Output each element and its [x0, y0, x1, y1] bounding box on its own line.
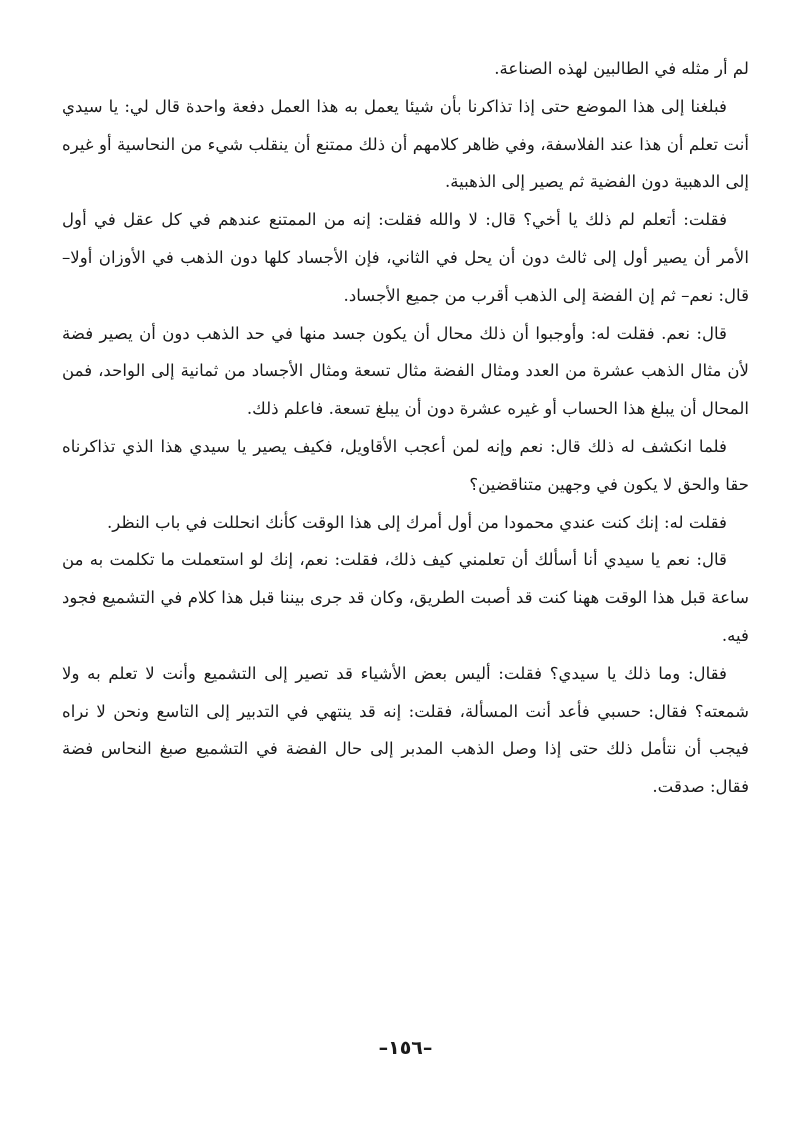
paragraph-7: قال: نعم يا سيدي أنا أسألك أن تعلمني كيف ذلك، فقلت: نعم، إنك لو استعملت ما تكلمت به من ساعة قبل هذا الوقت ههنا كنت قد أصبت الطريق، وكان قد جرى بيننا قبل هذا كلام في التشميع فجود فيه. — [62, 550, 749, 645]
page-number: –١٥٦– — [378, 1037, 433, 1059]
paragraph-5: فلما انكشف له ذلك قال: نعم وإنه لمن أعجب الأقاويل، فكيف يصير يا سيدي هذا الذي تذاكرناه حقا والحق لا يكون في وجهين متناقضين؟ — [62, 436, 749, 494]
paragraph-6: فقلت له: إنك كنت عندي محمودا من أول أمرك إلى هذا الوقت كأنك انحللت في باب النظر. — [107, 512, 727, 532]
paragraph-4: قال: نعم. فقلت له: وأوجبوا أن ذلك محال أن يكون جسد منها في حد الذهب دون أن يصير فضة لأن مثال الذهب عشرة من العدد ومثال الفضة مثال تسعة ومثال الأجساد من ثمانية إلى الواحد، فمن المحال أن يبلغ هذا الحساب أو غيره عشرة دون أن يبلغ تسعة. فاعلم ذلك. — [62, 323, 749, 419]
paragraph-3: فقلت: أتعلم لم ذلك يا أخي؟ قال: لا والله فقلت: إنه من الممتنع عندهم في كل عقل في أول الأمر أن يصير أول إلى ثالث دون أن يحل في الثاني، فإن الأجساد كلها دون الذهب في الأوزان أولا–قال: نعم– ثم إن الفضة إلى الذهب أقرب من جميع الأجساد. — [62, 210, 749, 305]
paragraph-8: فقال: وما ذلك يا سيدي؟ فقلت: أليس بعض الأشياء قد تصير إلى التشميع وأنت لا تعلم به ولا شمعته؟ فقال: حسبي فأعد أنت المسألة، فقلت: إنه قد ينتهي في التدبير إلى التاسع ونحن لا نراه فيجب أن نتأمل ذلك حتى إذا وصل الذهب المدبر إلى حال الفضة في التشميع صبغ النحاس فضة فقال: صدقت. — [62, 663, 749, 797]
paragraph-1: لم أر مثله في الطالبين لهذه الصناعة. — [494, 59, 749, 78]
body-text — [62, 50, 749, 806]
paragraph-2: فبلغنا إلى هذا الموضع حتى إذا تذاكرنا بأن شيئا يعمل به هذا العمل دفعة واحدة قال لي: يا سيدي أنت تعلم أن هذا عند الفلاسفة، وفي ظاهر كلامهم أن ذلك ممتنع أن ينقلب شيء من النحاسية أو غيره إلى الدهبية دون الفضية ثم يصير إلى الذهبية. — [62, 96, 749, 192]
